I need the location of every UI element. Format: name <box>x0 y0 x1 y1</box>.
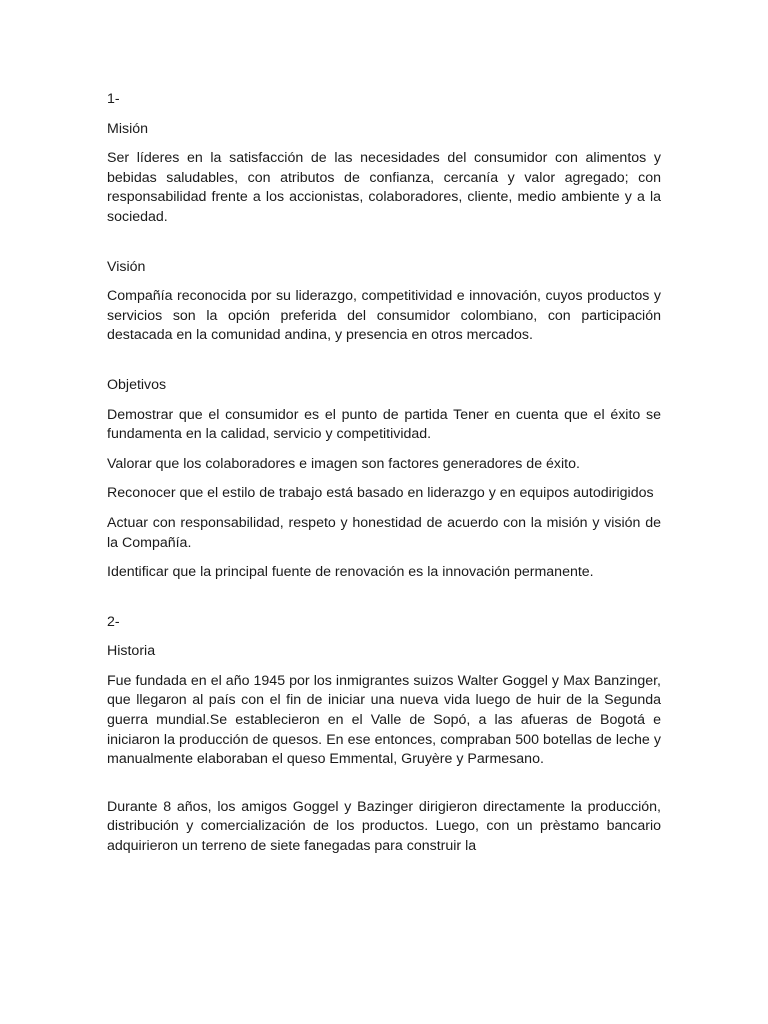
vision-text: Compañía reconocida por su liderazgo, competitividad e innovación, cuyos productos y servicios son la opción preferida del consumidor colombiano, con participación destacada en la comunidad andina, y presencia en otros mercados. <box>107 288 661 344</box>
objetivo-item: Actuar con responsabilidad, respeto y honestidad de acuerdo con la misión y visión de la Compañía. <box>107 514 661 551</box>
objetivo-item: Reconocer que el estilo de trabajo está basado en liderazgo y en equipos autodirigidos <box>107 485 654 502</box>
objetivo-item: Demostrar que el consumidor es el punto de partida Tener en cuenta que el éxito se fundamenta en la calidad, servicio y competitividad. <box>107 406 661 443</box>
objetivo-item: Identificar que la principal fuente de renovación es la innovación permanente. <box>107 564 594 581</box>
historia-paragraph: Durante 8 años, los amigos Goggel y Bazinger dirigieron directamente la producción, distribución y comercialización de los productos. Luego, con un prèstamo bancario adquirieron un terreno de siete fanegadas para construir la <box>107 798 661 855</box>
mision-title: Misión <box>107 120 148 137</box>
mision-text: Ser líderes en la satisfacción de las necesidades del consumidor con alimentos y bebidas saludables, con atributos de confianza, cercanía y valor agregado; con responsabilidad frente a los accionistas, colaboradores, cliente, medio ambiente y a la sociedad. <box>107 150 661 225</box>
section-number: 1- <box>107 91 120 107</box>
vision-title: Visión <box>107 258 146 275</box>
historia-title: Historia <box>107 643 156 660</box>
objetivo-item: Valorar que los colaboradores e imagen son factores generadores de éxito. <box>107 455 580 472</box>
historia-paragraph: Fue fundada en el año 1945 por los inmigrantes suizos Walter Goggel y Max Banzinger, que llegaron al país con el fin de iniciar una nueva vida luego de huir de la Segunda guerra mundial.Se establecieron en el Valle de Sopó, a las afueras de Bogotá e iniciaron la producción de quesos. En ese entonces, compraban 500 botellas de leche y manualmente elaboraban el queso Emmental, Gruyère y Parmesano. <box>107 672 661 768</box>
objetivos-title: Objetivos <box>107 376 167 393</box>
section-number: 2- <box>107 613 120 630</box>
document-body <box>107 90 661 857</box>
